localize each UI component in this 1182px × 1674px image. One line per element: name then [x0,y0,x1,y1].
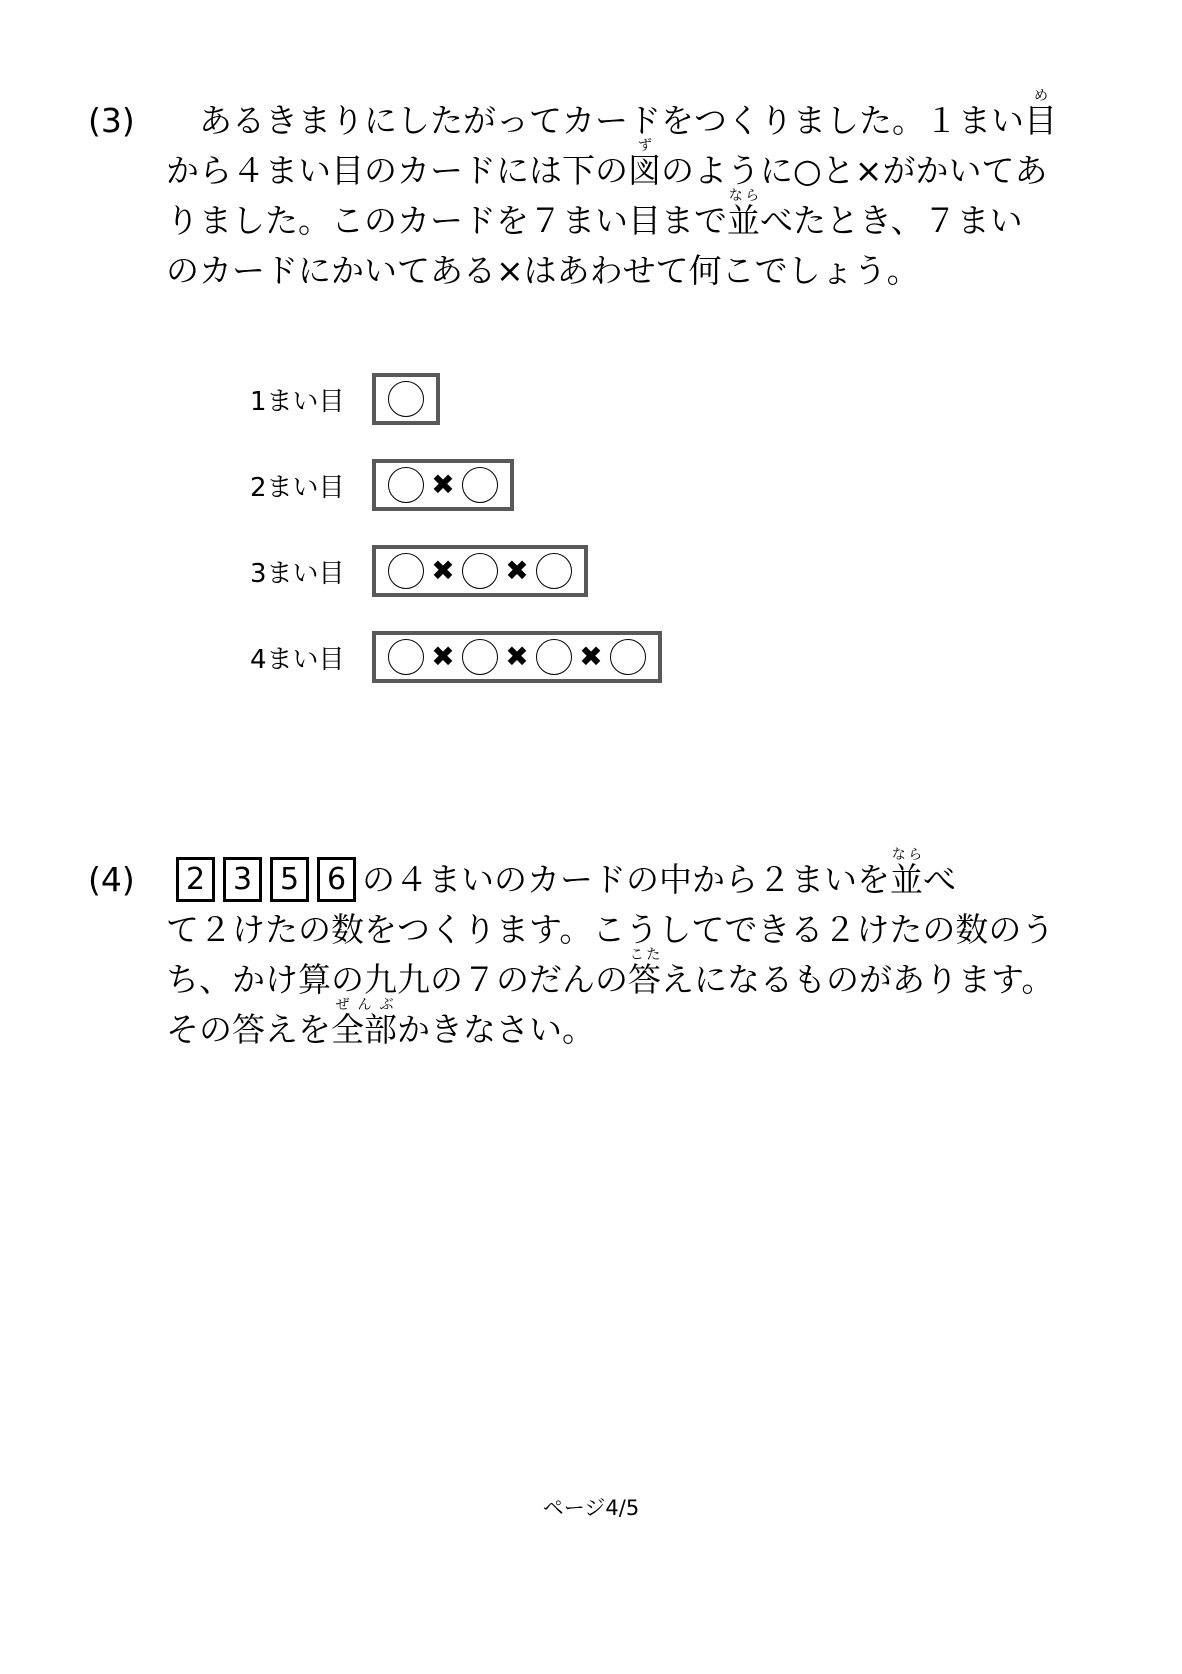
question-line-text [166,997,595,1055]
circle-icon [610,639,646,675]
furigana-word [331,997,397,1049]
circle-icon [388,467,424,503]
diagram-card-box [372,373,440,425]
diagram-card-box [372,631,662,683]
question-text: その答えを [166,1010,331,1049]
diagram-card-box [372,459,514,511]
question-line [88,246,1088,296]
furigana-base: 答 [628,960,661,999]
number-card: 3 [223,857,262,902]
number-card: 6 [317,857,356,902]
circle-icon [536,639,572,675]
question-text: あるきまりにしたがってカードをつくりました。１まい [166,101,1024,140]
circle-icon [462,467,498,503]
question-text: て２けたの数をつくります。こうしてできる２けたの数のう [166,910,1055,949]
circle-icon [388,381,424,417]
furigana-base: 並 [890,860,923,899]
question-text: のカードにかいてある×はあわせて何こでしょう。 [166,251,920,290]
question-text: りました。このカードを７まい目まで [166,201,727,240]
diagram-row-label: 4まい目 [250,644,345,675]
furigana-reading: ず [628,138,661,154]
circle-icon [462,639,498,675]
page-footer: ページ4/5 [542,1496,640,1520]
furigana-word [628,947,661,999]
diagram-row [250,626,662,688]
diagram-row-label: 1まい目 [250,386,345,417]
diagram-row-label: 3まい目 [250,558,345,589]
diagram-row [250,368,440,430]
question-line-text [166,188,1023,246]
furigana-reading: こた [628,947,661,963]
furigana-reading: ぜんぶ [331,997,397,1013]
question-3 [88,88,1088,296]
diagram-row-label: 2まい目 [250,472,345,503]
furigana-word [727,188,760,240]
question-number: (3) [88,101,135,140]
circle-icon [462,553,498,589]
number-card: 5 [270,857,309,902]
question-text: べたとき、７まい [760,201,1023,240]
furigana-word [1024,88,1057,140]
circle-icon [536,553,572,589]
question-line-text [362,847,956,905]
furigana-base: 図 [628,151,661,190]
number-card-group [176,857,356,902]
diagram-row [250,454,514,516]
question-text: かきなさい。 [397,1010,595,1049]
cross-icon: ✖ [579,640,603,673]
diagram-card-box [372,545,588,597]
question-text: えになるものがあります。 [661,960,1055,999]
question-line [88,847,1088,905]
question-text: ち、かけ算の九九の７のだんの [166,960,628,999]
furigana-base: 目 [1024,101,1057,140]
question-text: から４まい目のカードには下の [166,151,628,190]
cross-icon: ✖ [505,554,529,587]
question-text: の４まいのカードの中から２まいを [362,860,890,899]
diagram-row [250,540,588,602]
furigana-base: 並 [727,201,760,240]
furigana-reading: なら [727,188,760,204]
cross-icon: ✖ [431,468,455,501]
question-line [88,997,1088,1055]
furigana-reading: め [1024,88,1057,104]
number-card: 2 [176,857,215,902]
furigana-word [890,847,923,899]
furigana-reading: なら [890,847,923,863]
question-line [88,188,1088,246]
cross-icon: ✖ [431,640,455,673]
cross-icon: ✖ [505,640,529,673]
furigana-word [628,138,661,190]
circle-icon [388,639,424,675]
furigana-base: 全部 [331,1010,397,1049]
question-text: べ [923,860,956,899]
question-number: (4) [88,860,135,899]
cross-icon: ✖ [431,554,455,587]
question-text: のように○と×がかいてあ [661,151,1048,190]
question-4 [88,847,1088,1055]
question-line-text [166,246,920,296]
circle-icon [388,553,424,589]
